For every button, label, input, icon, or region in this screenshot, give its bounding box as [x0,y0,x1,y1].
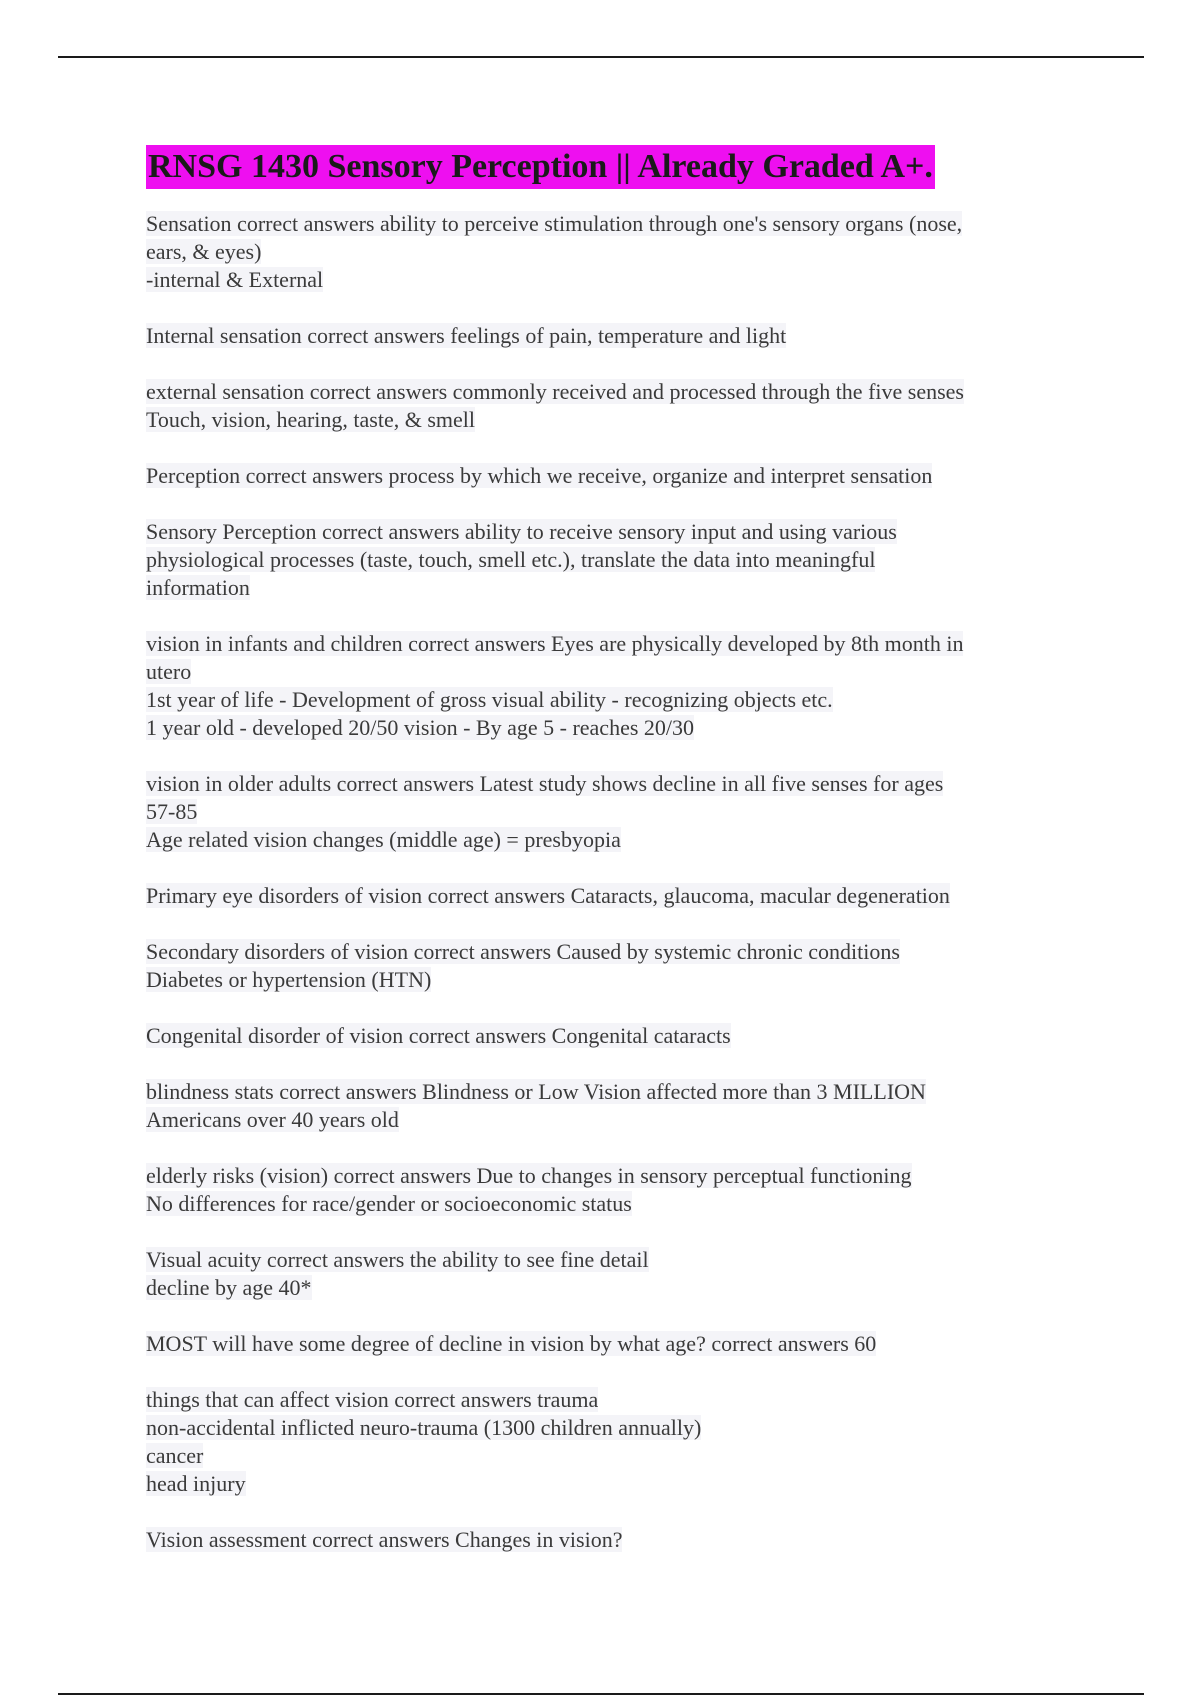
qa-entry [146,1386,1066,1498]
entry-line-text: Americans over 40 years old [146,1107,399,1132]
entry-line [146,1414,1066,1442]
entry-line-text: No differences for race/gender or socioeconomic status [146,1191,632,1216]
entry-line [146,322,1066,350]
entry-line [146,1022,1066,1050]
entry-line-text: elderly risks (vision) correct answers Due to changes in sensory perceptual functioning [146,1163,912,1188]
entry-line-text: 1st year of life - Development of gross visual ability - recognizing objects etc. [146,687,833,712]
qa-entry [146,462,1066,490]
qa-entry [146,1526,1066,1554]
entry-line [146,1526,1066,1554]
entry-line-text: non-accidental inflicted neuro-trauma (1300 children annually) [146,1415,702,1440]
entry-line-text: Sensory Perception correct answers ability to receive sensory input and using various [146,519,897,544]
entry-line-text: things that can affect vision correct answers trauma [146,1387,599,1412]
entry-line [146,238,1066,266]
entry-line-text: Age related vision changes (middle age) = presbyopia [146,827,621,852]
entry-line-text: Congenital disorder of vision correct answers Congenital cataracts [146,1023,731,1048]
qa-entry [146,938,1066,994]
entry-line [146,462,1066,490]
entry-line-text: Vision assessment correct answers Changes in vision? [146,1527,623,1552]
entry-line [146,1386,1066,1414]
document-body [146,145,1066,1582]
entry-line [146,966,1066,994]
entry-line [146,714,1066,742]
entry-line [146,1470,1066,1498]
entry-line [146,574,1066,602]
entry-line [146,658,1066,686]
qa-entry [146,378,1066,434]
entry-line-text: decline by age 40* [146,1275,312,1300]
entry-line [146,1190,1066,1218]
entry-line [146,826,1066,854]
entry-line-text: ears, & eyes) [146,239,262,264]
entry-line-text: Diabetes or hypertension (HTN) [146,967,432,992]
qa-entry [146,210,1066,294]
entry-line-text: Secondary disorders of vision correct answers Caused by systemic chronic conditions [146,939,900,964]
entry-line-text: -internal & External [146,267,324,292]
entry-line-text: head injury [146,1471,246,1496]
entry-line-text: Visual acuity correct answers the ability to see fine detail [146,1247,649,1272]
qa-entry [146,770,1066,854]
qa-entry-list [146,210,1066,1554]
entry-line [146,518,1066,546]
entry-line [146,770,1066,798]
entry-line [146,1162,1066,1190]
top-rule [58,56,1144,58]
entry-line [146,1442,1066,1470]
entry-line-text: 57-85 [146,799,198,824]
bottom-rule [58,1693,1144,1695]
entry-line [146,798,1066,826]
entry-line [146,1078,1066,1106]
entry-line-text: Internal sensation correct answers feelings of pain, temperature and light [146,323,787,348]
qa-entry [146,322,1066,350]
entry-line [146,406,1066,434]
entry-line-text: Perception correct answers process by which we receive, organize and interpret sensation [146,463,933,488]
entry-line-text: physiological processes (taste, touch, smell etc.), translate the data into meaningful [146,547,876,572]
qa-entry [146,1078,1066,1134]
qa-entry [146,882,1066,910]
entry-line [146,630,1066,658]
entry-line-text: vision in infants and children correct answers Eyes are physically developed by 8th month in [146,631,964,656]
entry-line [146,266,1066,294]
qa-entry [146,1022,1066,1050]
entry-line-text: information [146,575,250,600]
entry-line [146,1106,1066,1134]
entry-line-text: vision in older adults correct answers Latest study shows decline in all five senses for ages [146,771,944,796]
qa-entry [146,1162,1066,1218]
qa-entry [146,1330,1066,1358]
entry-line [146,378,1066,406]
entry-line [146,1246,1066,1274]
qa-entry [146,1246,1066,1302]
qa-entry [146,630,1066,742]
entry-line-text: Touch, vision, hearing, taste, & smell [146,407,476,432]
entry-line-text: blindness stats correct answers Blindness or Low Vision affected more than 3 MILLION [146,1079,926,1104]
document-title: RNSG 1430 Sensory Perception || Already Graded A+. [146,145,935,189]
entry-line-text: 1 year old - developed 20/50 vision - By age 5 - reaches 20/30 [146,715,695,740]
entry-line [146,210,1066,238]
entry-line-text: external sensation correct answers commonly received and processed through the five senses [146,379,964,404]
entry-line [146,1330,1066,1358]
entry-line [146,882,1066,910]
entry-line-text: utero [146,659,192,684]
entry-line [146,686,1066,714]
qa-entry [146,518,1066,602]
entry-line-text: cancer [146,1443,204,1468]
entry-line-text: Primary eye disorders of vision correct answers Cataracts, glaucoma, macular degeneration [146,883,950,908]
entry-line-text: MOST will have some degree of decline in vision by what age? correct answers 60 [146,1331,877,1356]
entry-line-text: Sensation correct answers ability to perceive stimulation through one's sensory organs (nose, [146,211,963,236]
entry-line [146,1274,1066,1302]
entry-line [146,938,1066,966]
entry-line [146,546,1066,574]
